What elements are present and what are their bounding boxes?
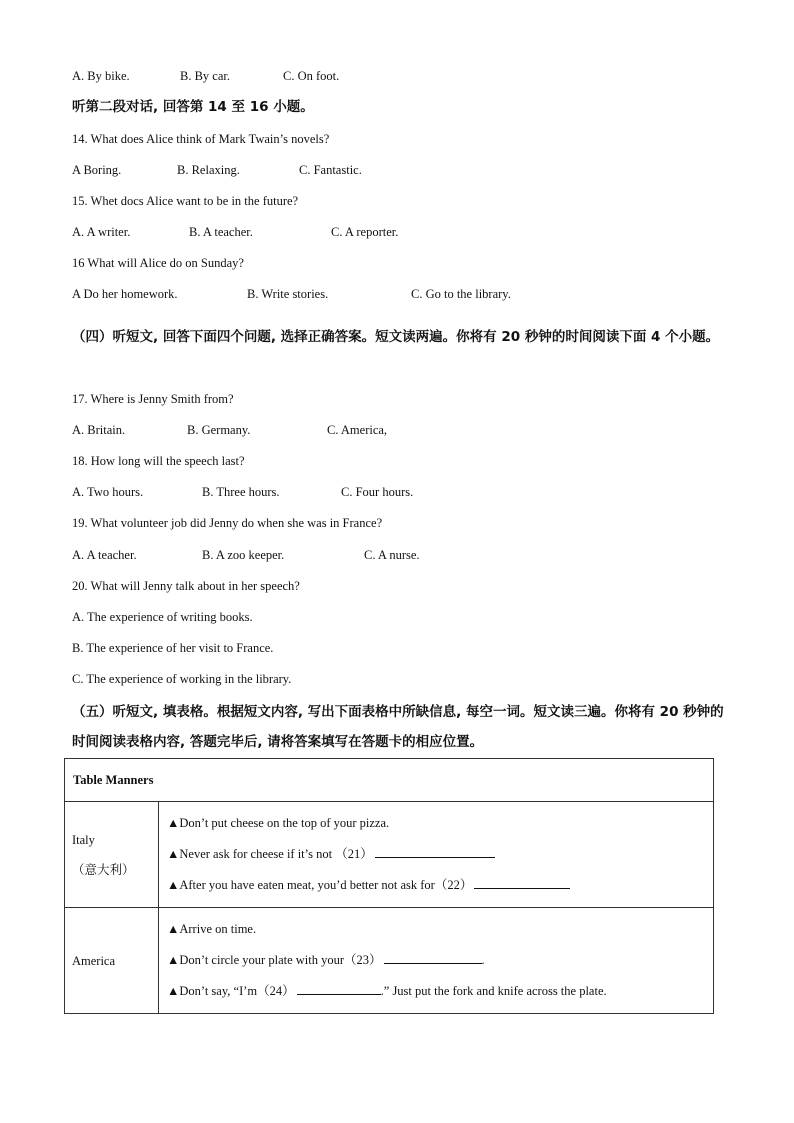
q14-question: 14. What does Alice think of Mark Twain’s novels? — [72, 132, 330, 146]
q14-option-c: C. Fantastic. — [299, 163, 362, 177]
q18-option-c: C. Four hours. — [341, 485, 414, 499]
q19-question: 19. What volunteer job did Jenny do when she was in France? — [72, 516, 383, 530]
q14-option-a: A Boring. — [72, 163, 122, 177]
q14-option-b: B. Relaxing. — [177, 163, 240, 177]
q13-option-b: B. By car. — [180, 69, 230, 83]
rule-text: ▲Don’t circle your plate with your（23） — [167, 953, 382, 967]
rule-text: ▲After you have eaten meat, you’d better not ask for（22） — [167, 878, 473, 892]
rule-item — [167, 808, 713, 839]
country-name-cn: （意大利） — [72, 862, 135, 877]
q17-option-a: A. Britain. — [72, 423, 126, 437]
q17-question: 17. Where is Jenny Smith from? — [72, 392, 234, 406]
country-name: Italy — [72, 832, 95, 847]
q17-options — [72, 422, 387, 438]
rule-text: ▲Arrive on time. — [167, 922, 257, 936]
q13-option-a: A. By bike. — [72, 69, 130, 83]
part2-heading: 听第二段对话, 回答第 14 至 16 小题。 — [72, 99, 314, 115]
table-title-row — [65, 759, 714, 802]
country-cell-america — [65, 908, 159, 1014]
q18-options — [72, 484, 413, 500]
section4-instructions: （四）听短文, 回答下面四个问题, 选择正确答案。短文读两遍。你将有 20 秒钟的时间阅读下面 4 个小题。 — [72, 329, 720, 345]
answer-blank-23[interactable] — [384, 951, 482, 964]
q19-option-a: A. A teacher. — [72, 548, 137, 562]
q13-options — [72, 68, 339, 84]
rule-item — [167, 976, 713, 1007]
rule-item — [167, 914, 713, 945]
table-title: Table Manners — [65, 759, 714, 802]
q15-question: 15. Whet docs Alice want to be in the future? — [72, 194, 299, 208]
country-cell-italy — [65, 802, 159, 908]
table-manners — [64, 758, 714, 1014]
q14-options — [72, 162, 362, 178]
q15-option-c: C. A reporter. — [331, 225, 399, 239]
q19-option-c: C. A nurse. — [364, 548, 420, 562]
q20-option-c: C. The experience of working in the library. — [72, 672, 292, 686]
section5-instructions: （五）听短文, 填表格。根据短文内容, 写出下面表格中所缺信息, 每空一词。短文读三遍。你将有 20 秒钟的时间阅读表格内容, 答题完毕后, 请将答案填写在答题卡的相应位置。 — [72, 704, 724, 750]
rules-cell-america — [159, 908, 714, 1014]
rule-text-after: .” Just put the fork and knife across the plate. — [380, 984, 607, 998]
q16-option-b: B. Write stories. — [247, 287, 329, 301]
q16-option-a: A Do her homework. — [72, 287, 178, 301]
q17-option-b: B. Germany. — [187, 423, 251, 437]
rule-item — [167, 870, 713, 901]
rule-text-after: . — [481, 953, 485, 967]
q16-question: 16 What will Alice do on Sunday? — [72, 256, 244, 270]
answer-blank-22[interactable] — [474, 876, 570, 889]
q16-option-c: C. Go to the library. — [411, 287, 511, 301]
q20-question: 20. What will Jenny talk about in her speech? — [72, 579, 300, 593]
q19-options — [72, 547, 420, 563]
q15-options — [72, 224, 398, 240]
q18-option-a: A. Two hours. — [72, 485, 144, 499]
q20-option-a: A. The experience of writing books. — [72, 610, 253, 624]
q16-options — [72, 286, 511, 302]
table-row-america — [65, 908, 714, 1014]
q13-option-c: C. On foot. — [283, 69, 340, 83]
answer-blank-21[interactable] — [375, 845, 495, 858]
rule-item — [167, 839, 713, 870]
rules-cell-italy — [159, 802, 714, 908]
rule-item — [167, 945, 713, 976]
q18-question: 18. How long will the speech last? — [72, 454, 245, 468]
q15-option-b: B. A teacher. — [189, 225, 253, 239]
q19-option-b: B. A zoo keeper. — [202, 548, 285, 562]
q18-option-b: B. Three hours. — [202, 485, 280, 499]
q17-option-c: C. America, — [327, 423, 388, 437]
rule-text: ▲Don’t put cheese on the top of your pizza. — [167, 816, 390, 830]
rule-text: ▲Never ask for cheese if it’s not （21） — [167, 847, 373, 861]
q15-option-a: A. A writer. — [72, 225, 131, 239]
table-row-italy — [65, 802, 714, 908]
rule-text: ▲Don’t say, “I’m（24） — [167, 984, 295, 998]
country-name: America — [72, 953, 116, 968]
q20-option-b: B. The experience of her visit to France. — [72, 641, 274, 655]
answer-blank-24[interactable] — [297, 982, 381, 995]
